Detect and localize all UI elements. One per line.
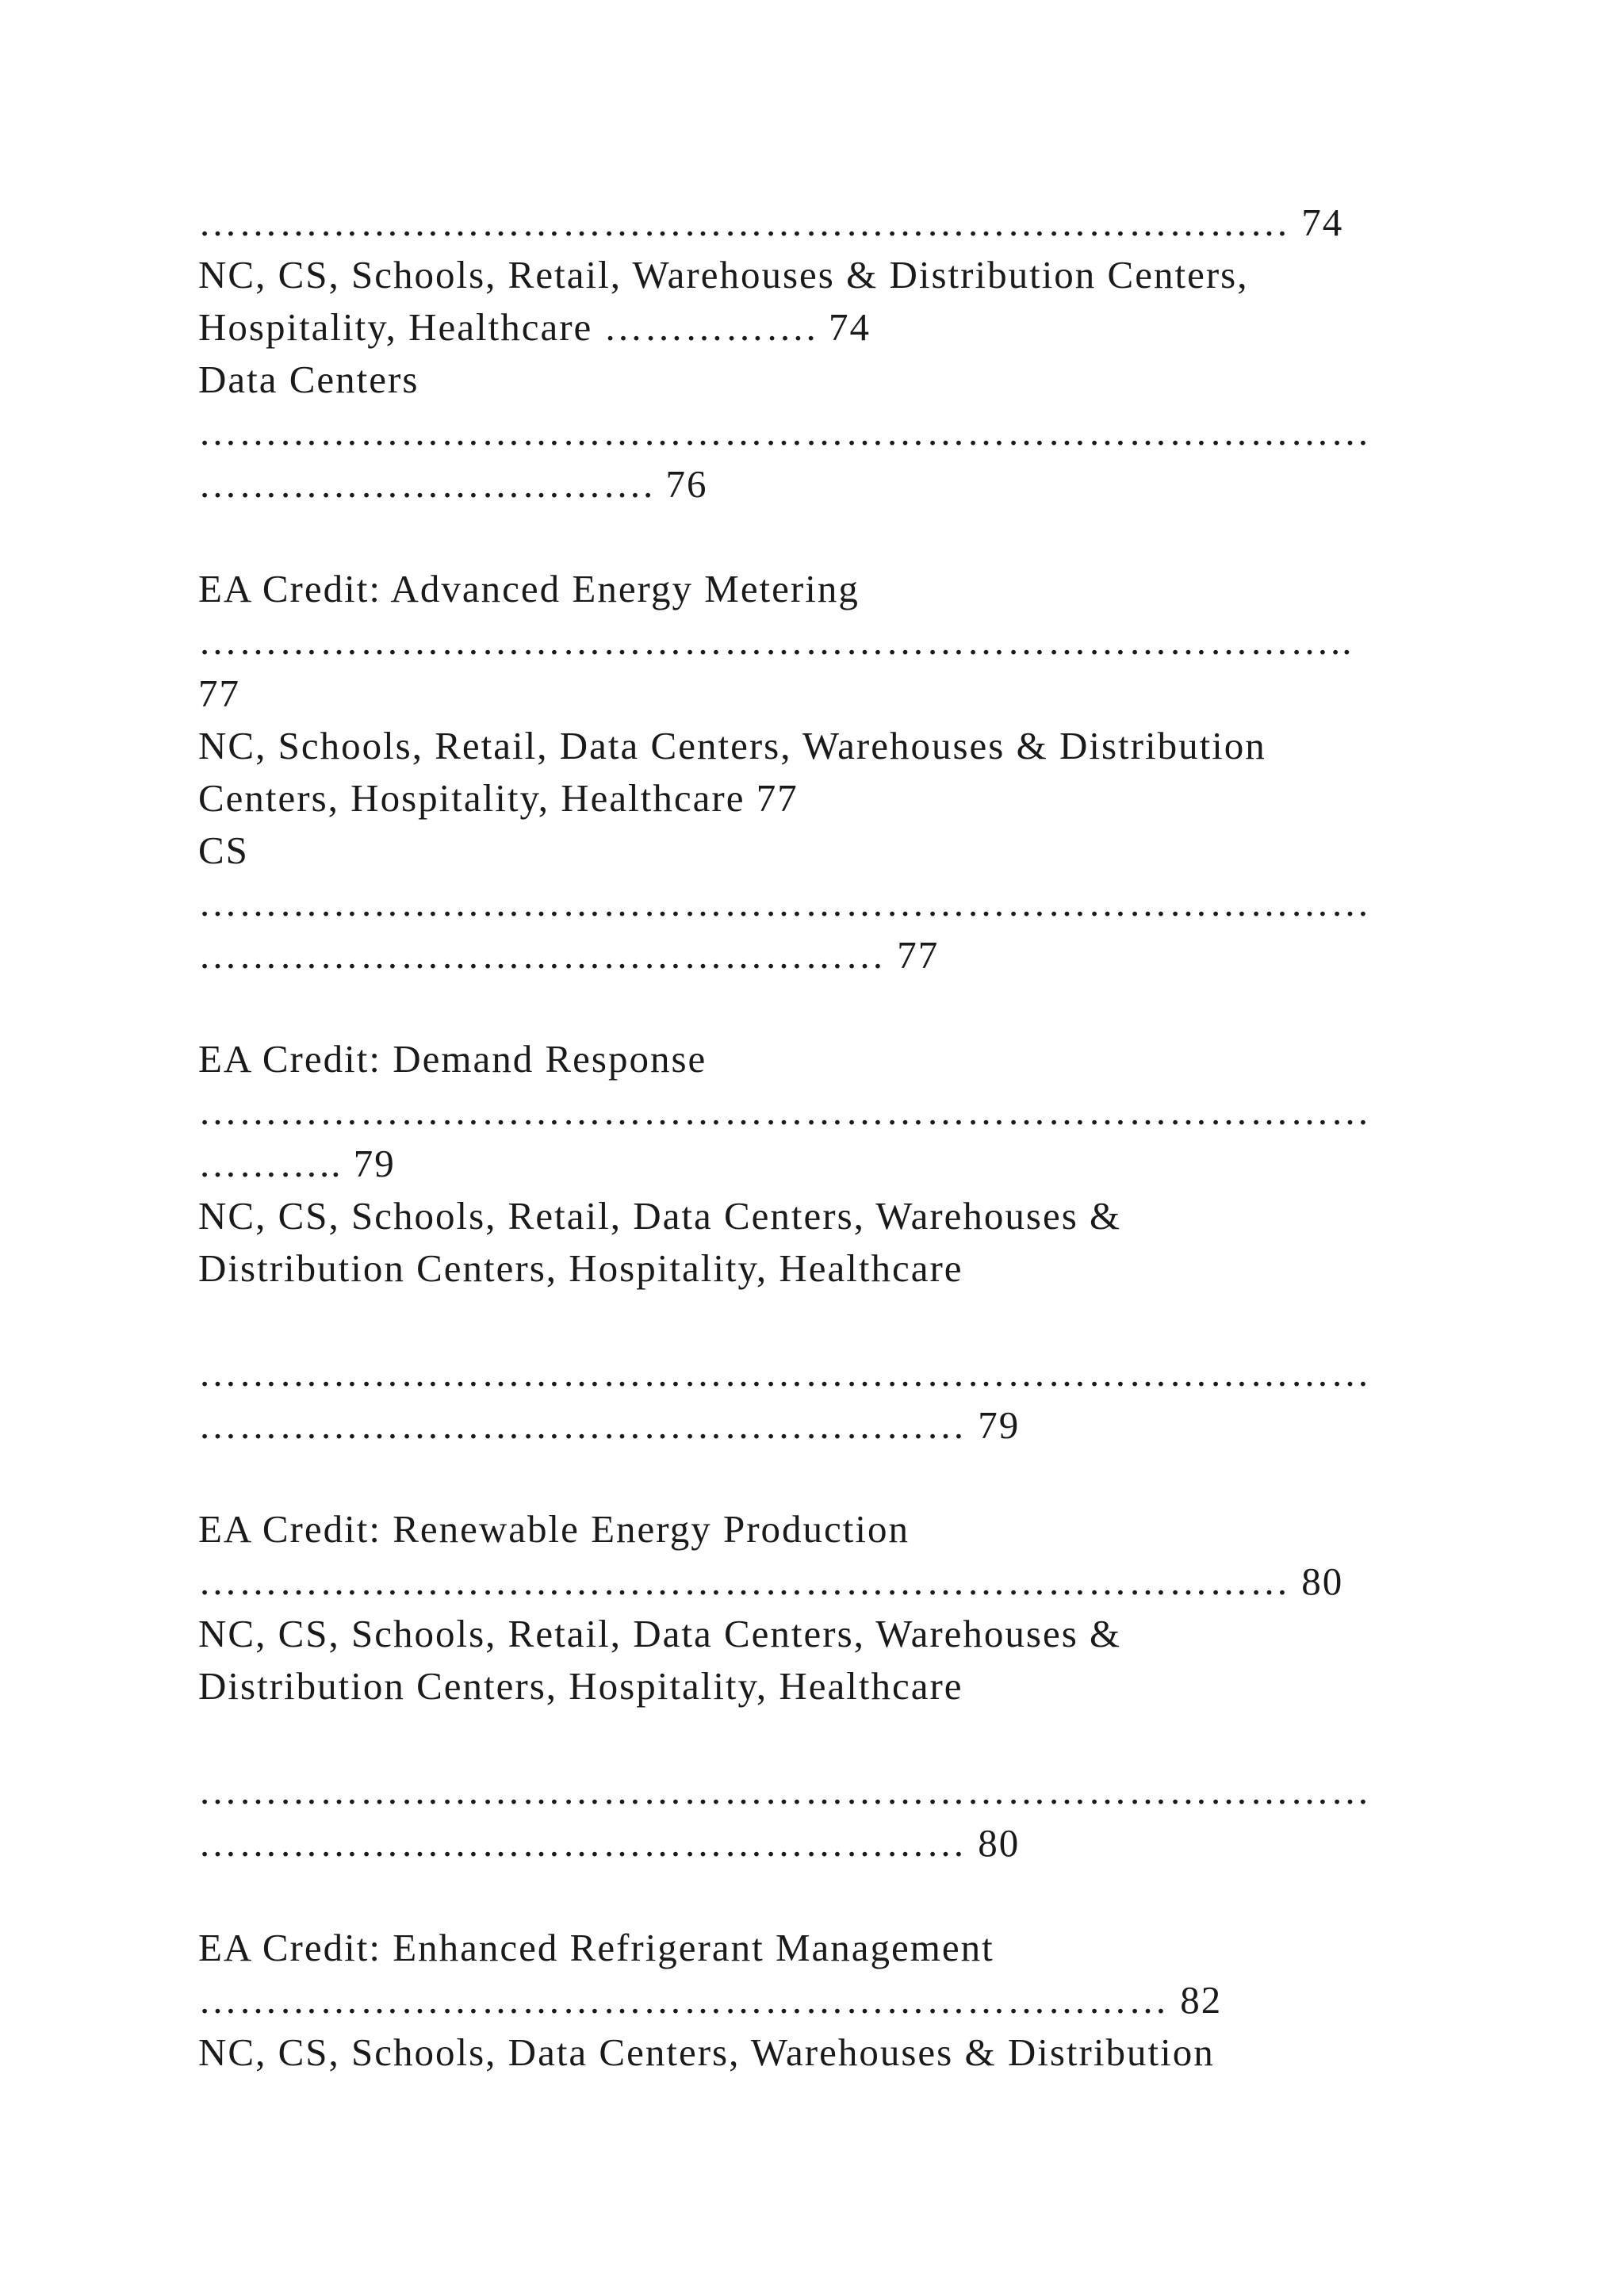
toc-entry-text: Centers, Hospitality, Healthcare 77 [198, 776, 799, 820]
toc-section-heading: EA Credit: Enhanced Refrigerant Management [198, 1926, 994, 1969]
toc-leader-line: …………………………………………………………………………… [198, 410, 1371, 453]
toc-entry-text: NC, CS, Schools, Data Centers, Warehouses & Distribution [198, 2030, 1215, 2074]
toc-leader-line: ……….. 79 [198, 1142, 396, 1185]
toc-entry-text: Data Centers [198, 358, 419, 401]
toc-leader-line: …………………………………………………………………………… [198, 1769, 1371, 1812]
toc-entry-text: NC, Schools, Retail, Data Centers, Warehouses & Distribution [198, 724, 1266, 767]
toc-leader-line: ……………………………………………………………… 82 [198, 1978, 1223, 2022]
toc-page-number: 77 [198, 672, 240, 715]
toc-entry-text: NC, CS, Schools, Retail, Data Centers, Warehouses & [198, 1194, 1122, 1238]
toc-entry-text: Hospitality, Healthcare ……………. 74 [198, 305, 871, 349]
toc-section-heading: EA Credit: Advanced Energy Metering [198, 567, 860, 610]
toc-leader-line: …………………………………………………………………………… [198, 881, 1371, 924]
toc-leader-line: ………………………………………………… 80 [198, 1821, 1021, 1865]
toc-leader-line: ………………………………………………… 79 [198, 1403, 1021, 1447]
toc-entry-text: NC, CS, Schools, Retail, Warehouses & Distribution Centers, [198, 253, 1249, 297]
toc-leader-line: …………………………………………………………………………… [198, 1351, 1371, 1395]
toc-entry-text: NC, CS, Schools, Retail, Data Centers, Warehouses & [198, 1612, 1122, 1655]
toc-leader-line: ……………………………………………………………………… 80 [198, 1559, 1344, 1603]
toc-leader-line: …………………………………………………………………………… [198, 1089, 1371, 1133]
toc-leader-line: …………………………………………… 77 [198, 933, 940, 977]
toc-entry-text: CS [198, 828, 249, 872]
toc-entry-text: Distribution Centers, Hospitality, Healthcare [198, 1664, 963, 1708]
toc-section-heading: EA Credit: Demand Response [198, 1037, 707, 1081]
toc-leader-line: ………………………………………………………………………….. [198, 619, 1354, 663]
toc-leader-line: ……………………………………………………………………… 74 [198, 201, 1344, 244]
toc-section-heading: EA Credit: Renewable Energy Production [198, 1507, 910, 1551]
toc-leader-line: ……………………………. 76 [198, 462, 708, 506]
toc-entry-text: Distribution Centers, Hospitality, Healthcare [198, 1246, 963, 1290]
